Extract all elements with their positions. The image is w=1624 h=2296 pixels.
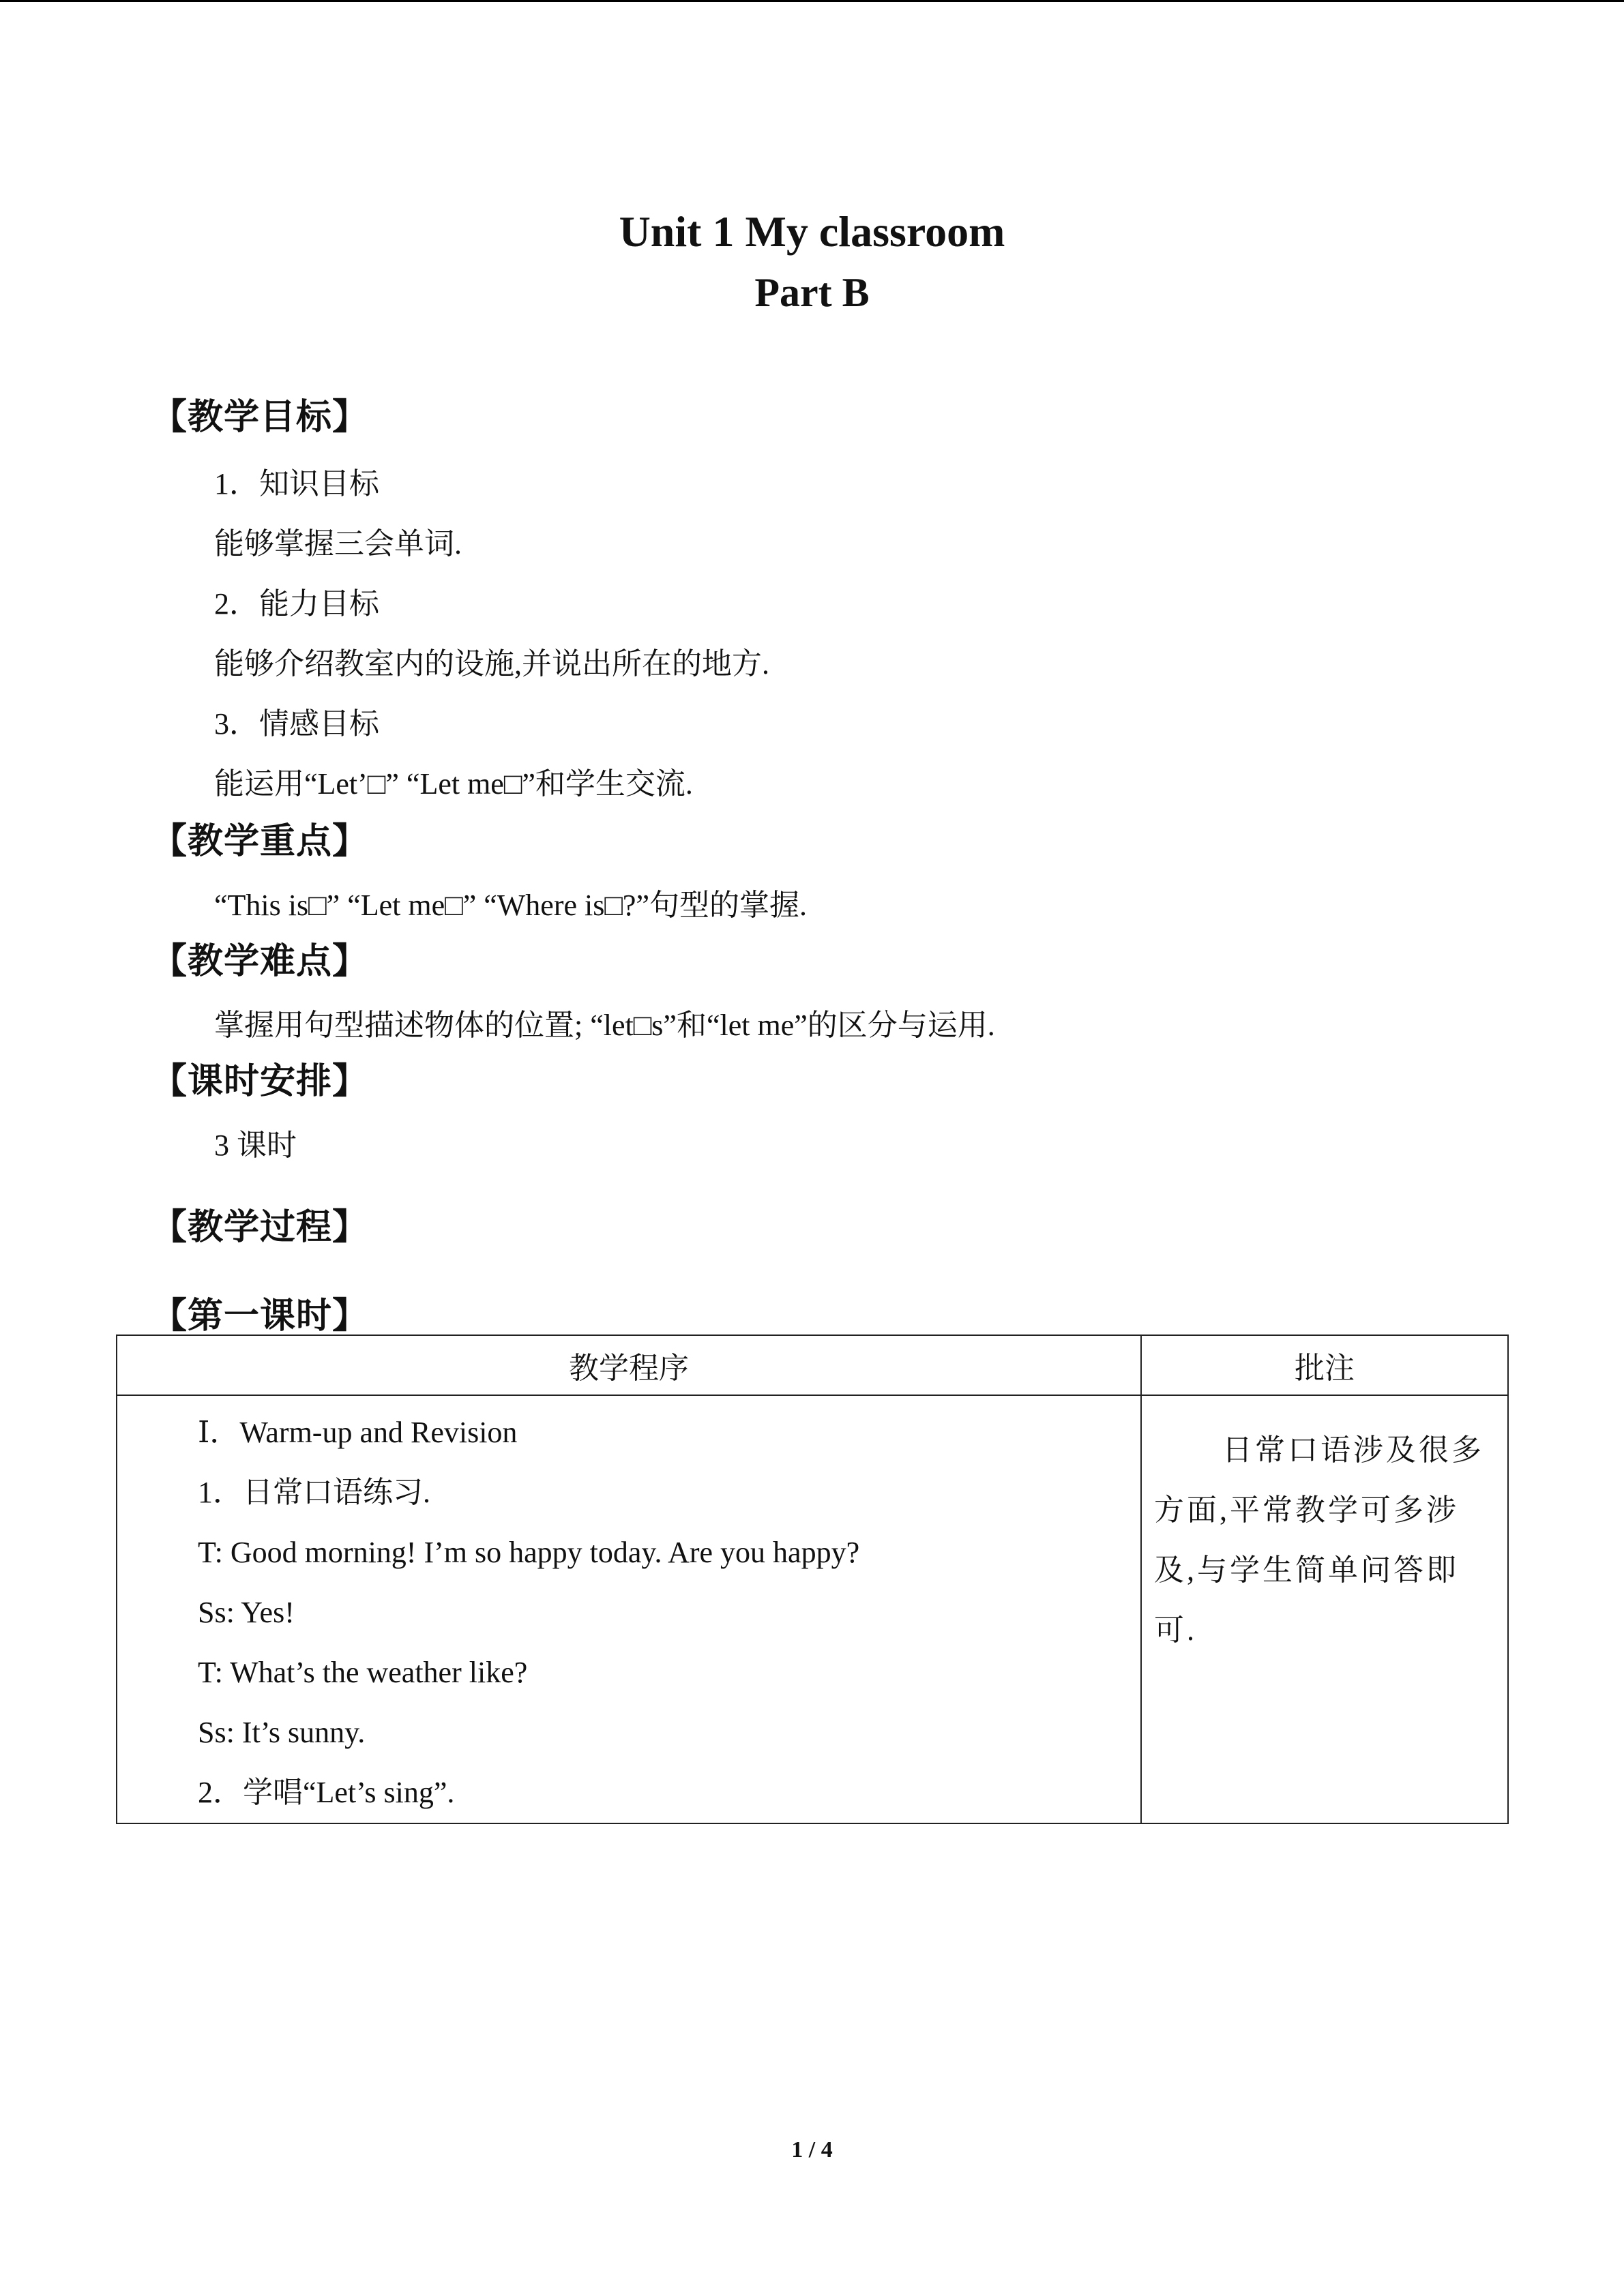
page-number: 1 / 4 [791,2137,833,2162]
procedure-line: T: What’s the weather like? [198,1656,528,1689]
procedure-line: Ss: Yes! [198,1596,295,1629]
objective-line: 能运用“Let’□” “Let me□”和学生交流. [214,767,693,801]
objective-line: 能够介绍教室内的设施,并说出所在的地方. [214,647,769,681]
table-row [117,1395,1508,1823]
procedure-line: T: Good morning! I’m so happy today. Are you happy? [198,1536,860,1569]
objective-line: 1．知识目标 [214,467,379,501]
procedure-line: Ⅰ．Warm-up and Revision [198,1416,518,1449]
objectives-heading: 【教学目标】 [151,397,369,438]
table-header-procedure: 教学程序 [117,1335,1141,1395]
objective-line: 能够掌握三会单词. [214,527,462,561]
key-points-heading: 【教学重点】 [151,821,369,862]
objective-line: 2．能力目标 [214,587,379,621]
schedule-text: 3 课时 [214,1129,297,1162]
difficulties-heading: 【教学难点】 [151,941,369,982]
procedure-line: 1．日常口语练习. [198,1476,430,1509]
procedure-line: 2．学唱“Let’s sing”. [198,1776,455,1809]
key-points-text: “This is□” “Let me□” “Where is□?”句型的掌握. [214,889,807,922]
lesson-table [116,1335,1509,1824]
note-text: 日常口语涉及很多方面,平常教学可多涉及,与学生简单问答即可. [1154,1433,1484,1647]
table-header-notes: 批注 [1141,1335,1508,1395]
table-header-row [117,1335,1508,1395]
notes-cell [1141,1395,1508,1823]
schedule-heading: 【课时安排】 [151,1061,369,1102]
lesson-one-heading: 【第一课时】 [151,1296,369,1337]
difficulties-text: 掌握用句型描述物体的位置; “let□s”和“let me”的区分与运用. [214,1009,995,1042]
document-subtitle: Part B [754,270,870,315]
procedure-line: Ss: It’s sunny. [198,1716,366,1749]
document-title: Unit 1 My classroom [619,207,1005,256]
objective-line: 3．情感目标 [214,707,379,741]
process-heading: 【教学过程】 [151,1207,369,1248]
procedure-cell [117,1395,1141,1823]
